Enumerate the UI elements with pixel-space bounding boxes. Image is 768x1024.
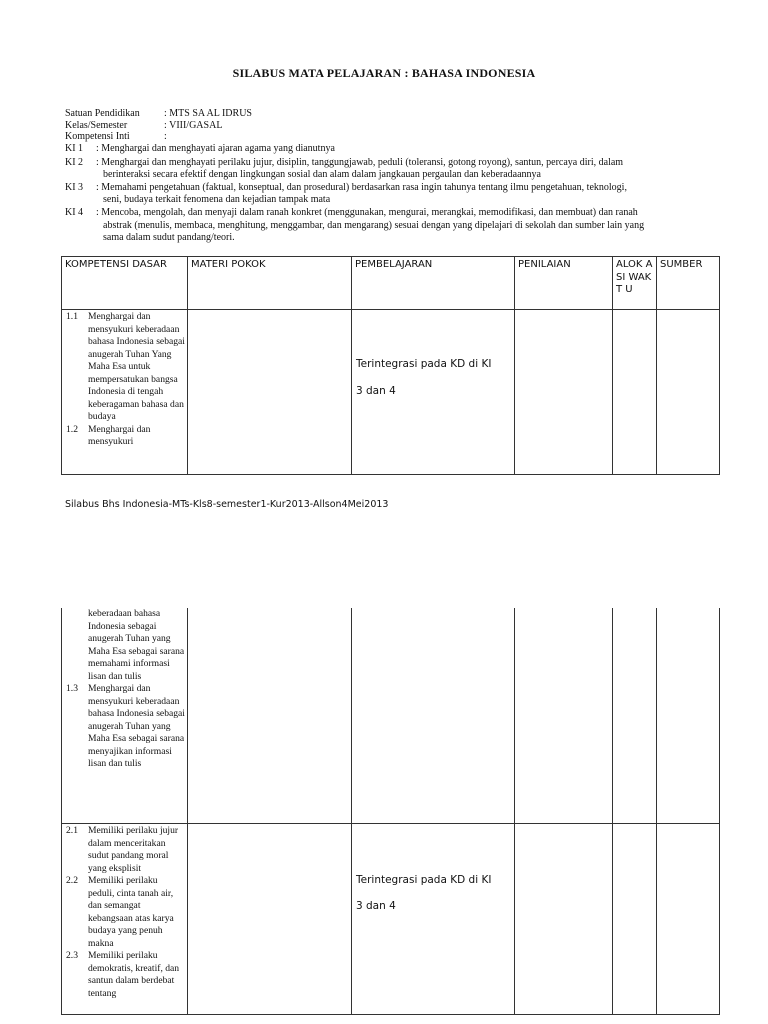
ki2-text-line1: : Menghargai dan menghayati perilaku jujur, disiplin, tanggungjawab, peduli (toleransi, gotong royong), santun, percaya diri, dalam bbox=[96, 157, 624, 168]
column-header-alokasi-waktu: ALOK ASI WAKT U bbox=[613, 257, 657, 310]
value-kompetensi-inti: : bbox=[164, 131, 167, 142]
ki4-text-line2: abstrak (menulis, membaca, menghitung, menggambar, dan mengarang) sesuai dengan yang dipelajari di sekolah dan sumber lain yang bbox=[103, 219, 645, 231]
ki2-number: KI 2 bbox=[65, 157, 84, 168]
pembelajaran-cell bbox=[352, 310, 515, 475]
ki2-text-line2: berinteraksi secara efektif dengan lingkungan sosial dan alam dalam jangkauan pergaulan dan keberadaannya bbox=[103, 169, 541, 180]
kd-cell bbox=[62, 310, 188, 475]
kd-item bbox=[66, 311, 185, 424]
label-kelas-semester: Kelas/Semester bbox=[65, 119, 128, 131]
pembelajaran-cell bbox=[352, 824, 515, 1015]
materi-pokok-cell bbox=[188, 824, 352, 1015]
integration-note-line1: Terintegrasi pada KD di KI bbox=[356, 874, 492, 886]
pembelajaran-cell bbox=[352, 608, 515, 824]
table-row bbox=[62, 824, 720, 1015]
kd-item bbox=[66, 875, 185, 950]
sumber-cell bbox=[657, 824, 720, 1015]
kd-number: 1.1 bbox=[66, 311, 78, 322]
kd-item bbox=[66, 683, 185, 771]
column-header-materi-pokok: MATERI POKOK bbox=[188, 257, 352, 310]
penilaian-cell bbox=[515, 608, 613, 824]
ki4-number: KI 4 bbox=[65, 207, 84, 218]
integration-note-line2: 3 dan 4 bbox=[356, 385, 396, 397]
kd-text: Memiliki perilaku peduli, cinta tanah air, dan semangat kebangsaan atas karya budaya yang penuh makna bbox=[88, 875, 174, 949]
kd-item bbox=[66, 608, 185, 683]
ki4-text-line3: sama dalam sudut pandang/teori. bbox=[103, 232, 235, 243]
kd-text: Menghargai dan mensyukuri bbox=[88, 423, 151, 447]
value-satuan-pendidikan: : MTS SA AL IDRUS bbox=[164, 108, 252, 119]
alokasi-waktu-cell bbox=[613, 824, 657, 1015]
materi-pokok-cell bbox=[188, 608, 352, 824]
integration-note-line1: Terintegrasi pada KD di KI bbox=[356, 358, 492, 370]
ki1-number: KI 1 bbox=[65, 143, 84, 154]
table-row bbox=[62, 310, 720, 475]
ki3-number: KI 3 bbox=[65, 182, 84, 193]
kd-number: 2.1 bbox=[66, 825, 78, 836]
sumber-cell bbox=[657, 310, 720, 475]
syllabus-table-page1 bbox=[61, 256, 720, 475]
kd-number: 2.3 bbox=[66, 950, 78, 961]
materi-pokok-cell bbox=[188, 310, 352, 475]
label-satuan-pendidikan: Satuan Pendidikan bbox=[65, 108, 140, 119]
kd-number bbox=[66, 608, 88, 683]
kd-text: keberadaan bahasa Indonesia sebagai anugerah Tuhan yang Maha Esa sebagai sarana memahami informasi lisan dan tulis bbox=[88, 608, 185, 682]
column-header-pembelajaran: PEMBELAJARAN bbox=[352, 257, 515, 310]
alokasi-waktu-cell bbox=[613, 310, 657, 475]
kd-text: Memiliki perilaku demokratis, kreatif, dan santun dalam berdebat tentang bbox=[88, 950, 180, 999]
kd-number: 1.3 bbox=[66, 683, 78, 694]
sumber-cell bbox=[657, 608, 720, 824]
kd-text: Menghargai dan mensyukuri keberadaan bahasa Indonesia sebagai anugerah Tuhan yang Maha Esa sebagai sarana menyajikan informasi lisan dan tulis bbox=[88, 683, 185, 769]
kd-item bbox=[66, 424, 185, 449]
column-header-kompetensi-dasar: KOMPETENSI DASAR bbox=[62, 257, 188, 310]
ki4-text-line1: : Mencoba, mengolah, dan menyaji dalam ranah konkret (menggunakan, mengurai, merangkai, memodifikasi, dan membuat) dan ranah bbox=[96, 207, 638, 218]
penilaian-cell bbox=[515, 310, 613, 475]
kd-item bbox=[66, 950, 185, 1000]
kd-number: 2.2 bbox=[66, 875, 78, 886]
value-kelas-semester: : VIII/GASAL bbox=[164, 119, 223, 131]
document-title: SILABUS MATA PELAJARAN : BAHASA INDONESIA bbox=[232, 66, 536, 80]
label-kompetensi-inti: Kompetensi Inti bbox=[65, 131, 130, 142]
kd-cell bbox=[62, 824, 188, 1015]
column-header-penilaian: PENILAIAN bbox=[515, 257, 613, 310]
alokasi-waktu-cell bbox=[613, 608, 657, 824]
integration-note-line2: 3 dan 4 bbox=[356, 900, 396, 912]
column-header-sumber: SUMBER bbox=[657, 257, 720, 310]
page-footer: Silabus Bhs Indonesia-MTs-Kls8-semester1-Kur2013-Allson4Mei2013 bbox=[65, 499, 389, 510]
kd-cell bbox=[62, 608, 188, 824]
table-row bbox=[62, 608, 720, 824]
ki3-text-line1: : Memahami pengetahuan (faktual, konseptual, dan prosedural) berdasarkan rasa ingin tahunya tentang ilmu pengetahuan, teknologi, bbox=[96, 182, 627, 193]
penilaian-cell bbox=[515, 824, 613, 1015]
kd-number: 1.2 bbox=[66, 423, 78, 435]
kd-text: Menghargai dan mensyukuri keberadaan bahasa Indonesia sebagai anugerah Tuhan Yang Maha Esa untuk mempersatukan bangsa Indonesia di tengah keberagaman bahasa dan budaya bbox=[88, 311, 185, 422]
ki1-text: : Menghargai dan menghayati ajaran agama yang dianutnya bbox=[96, 143, 335, 154]
kd-text: Memiliki perilaku jujur dalam menceritakan sudut pandang moral yang eksplisit bbox=[88, 825, 179, 874]
kd-item bbox=[66, 825, 185, 875]
syllabus-table-page2 bbox=[61, 608, 720, 1015]
ki3-text-line2: seni, budaya terkait fenomena dan kejadian tampak mata bbox=[103, 194, 331, 205]
table-header-row bbox=[62, 257, 720, 310]
